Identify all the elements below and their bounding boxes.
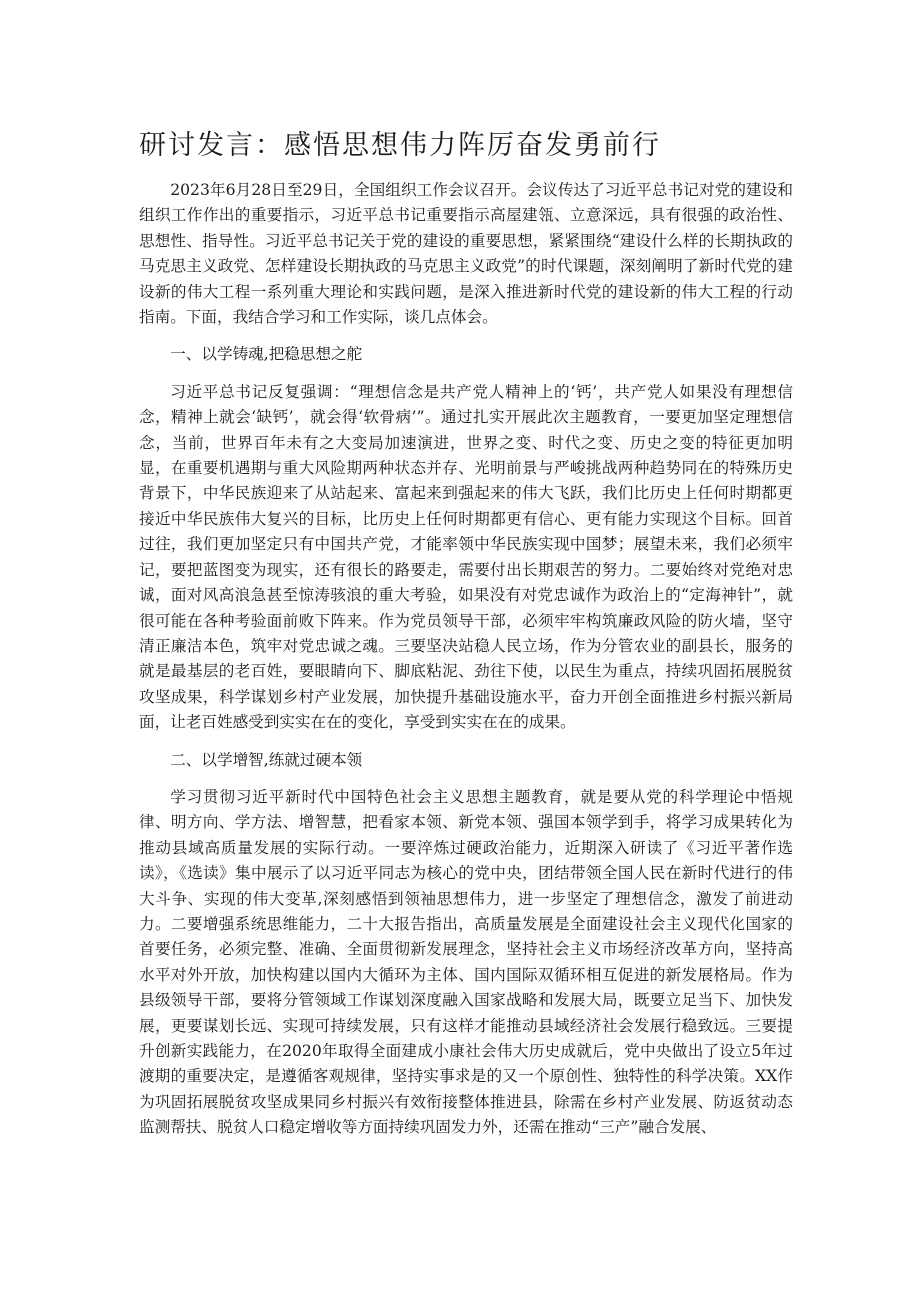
intro-paragraph: 2023年6月28日至29日，全国组织工作会议召开。会议传达了习近平总书记对党的建设和组织工作作出的重要指示，习近平总书记重要指示高屋建瓴、立意深远，具有很强的政治性、思想性、指导性。习近平总书记关于党的建设的重要思想，紧紧围绕“建设什么样的长期执政的马克思主义政党、怎样建设长期执政的马克思主义政党”的时代课题，深刻阐明了新时代党的建设新的伟大工程一系列重大理论和实践问题，是深入推进新时代党的建设新的伟大工程的行动指南。下面，我结合学习和工作实际，谈几点体会。 bbox=[139, 181, 793, 327]
document-body bbox=[139, 178, 793, 1141]
section-heading-2: 二、以学增智,练就过硬本领 bbox=[170, 750, 363, 769]
section-1-paragraph: 习近平总书记反复强调：“理想信念是共产党人精神上的‘钙’，共产党人如果没有理想信念，精神上就会‘缺钙’，就会得‘软骨病’”。通过扎实开展此次主题教育，一要更加坚定理想信念，当前，世界百年未有之大变局加速演进，世界之变、时代之变、历史之变的特征更加明显，在重要机遇期与重大风险期两种状态并存、光明前景与严峻挑战两种趋势同在的特殊历史背景下，中华民族迎来了从站起来、富起来到强起来的伟大飞跃，我们比历史上任何时期都更接近中华民族伟大复兴的目标，比历史上任何时期都更有信心、更有能力实现这个目标。回首过往，我们更加坚定只有中国共产党，才能率领中华民族实现中国梦；展望未来，我们必须牢记，要把蓝图变为现实，还有很长的路要走，需要付出长期艰苦的努力。二要始终对党绝对忠诚，面对风高浪急甚至惊涛骇浪的重大考验，如果没有对党忠诚作为政治上的“定海神针”，就很可能在各种考验面前败下阵来。作为党员领导干部，必须牢牢构筑廉政风险的防火墙，坚守清正廉洁本色，筑牢对党忠诚之魂。三要坚决站稳人民立场，作为分管农业的副县长，服务的就是最基层的老百姓，要眼睛向下、脚底粘泥、劲往下使，以民生为重点，持续巩固拓展脱贫攻坚成果，科学谋划乡村产业发展，加快提升基础设施水平，奋力开创全面推进乡村振兴新局面，让老百姓感受到实实在在的变化，享受到实实在在的成果。 bbox=[139, 382, 793, 732]
section-heading-1: 一、以学铸魂,把稳思想之舵 bbox=[170, 345, 363, 364]
document-title: 研讨发言：感悟思想伟力阵厉奋发勇前行 bbox=[139, 130, 661, 161]
section-2-paragraph: 学习贯彻习近平新时代中国特色社会主义思想主题教育，就是要从党的科学理论中悟规律、明方向、学方法、增智慧，把看家本领、新党本领、强国本领学到手，将学习成果转化为推动县域高质量发展的实际行动。一要淬炼过硬政治能力，近期深入研读了《习近平著作选读》，《选读》集中展示了以习近平同志为核心的党中央，团结带领全国人民在新时代进行的伟大斗争、实现的伟大变革,深刻感悟到领袖思想伟力，进一步坚定了理想信念，激发了前进动力。二要增强系统思维能力，二十大报告指出，高质量发展是全面建设社会主义现代化国家的首要任务，必须完整、准确、全面贯彻新发展理念，坚持社会主义市场经济改革方向，坚持高水平对外开放，加快构建以国内大循环为主体、国内国际双循环相互促进的新发展格局。作为县级领导干部，要将分管领域工作谋划深度融入国家战略和发展大局，既要立足当下、加快发展，更要谋划长远、实现可持续发展，只有这样才能推动县域经济社会发展行稳致远。三要提升创新实践能力，在2020年取得全面建成小康社会伟大历史成就后，党中央做出了设立5年过渡期的重要决定，是遵循客观规律，坚持实事求是的又一个原创性、独特性的科学决策。XX作为巩固拓展脱贫攻坚成果同乡村振兴有效衔接整体推进县，除需在乡村产业发展、防返贫动态监测帮扶、脱贫人口稳定增收等方面持续巩固发力外，还需在推动“三产”融合发展、 bbox=[139, 787, 793, 1137]
